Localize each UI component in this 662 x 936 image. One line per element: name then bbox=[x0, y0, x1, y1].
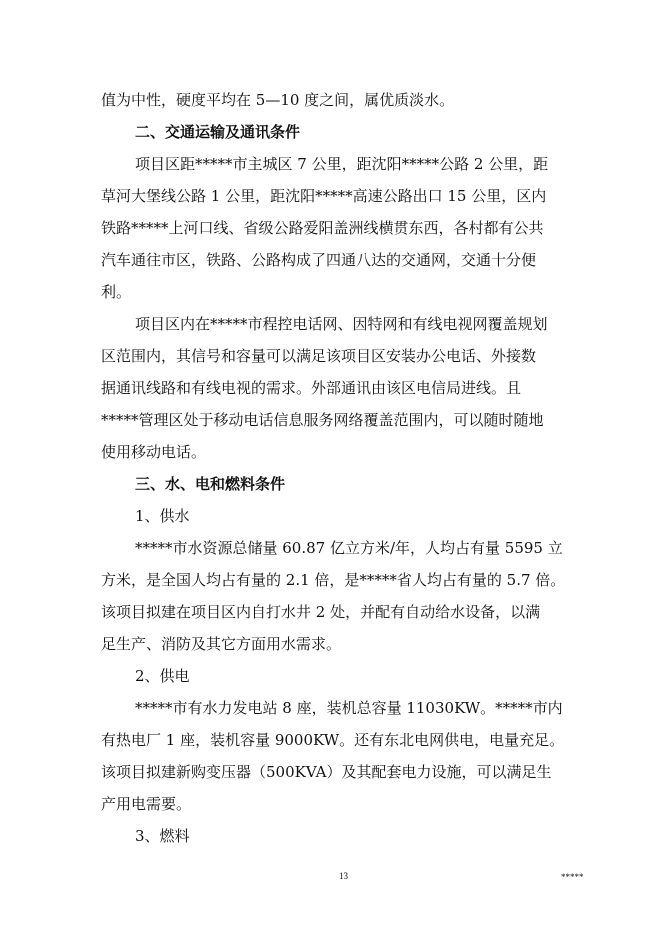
paragraph-line: 有热电厂 1 座，装机容量 9000KW。还有东北电网供电，电量充足。 bbox=[101, 731, 565, 749]
paragraph-line: 汽车通往市区，铁路、公路构成了四通八达的交通网，交通十分便 bbox=[101, 251, 537, 269]
paragraph-line: *****市水资源总储量 60.87 亿立方米/年，人均占有量 5595 立 bbox=[135, 539, 563, 557]
paragraph-line: 草河大堡线公路 1 公里，距沈阳*****高速公路出口 15 公里，区内 bbox=[101, 187, 547, 205]
paragraph-line: 足生产、消防及其它方面用水需求。 bbox=[101, 635, 342, 653]
paragraph-line: 据通讯线路和有线电视的需求。外部通讯由该区电信局进线。且 bbox=[101, 379, 522, 397]
paragraph-line: 方米，是全国人均占有量的 2.1 倍，是*****省人均占有量的 5.7 倍。 bbox=[101, 571, 566, 589]
paragraph-line: 铁路*****上河口线、省级公路爱阳盖洲线横贯东西，各村都有公共 bbox=[101, 219, 544, 237]
footer-mark: ***** bbox=[561, 872, 584, 882]
page-number: 13 bbox=[339, 871, 348, 881]
paragraph-line: 该项目拟建新购变压器（500KVA）及其配套电力设施，可以满足生 bbox=[101, 763, 552, 781]
paragraph-line: 利。 bbox=[101, 283, 132, 301]
subsection-label-fuel: 3、燃料 bbox=[135, 827, 190, 845]
paragraph-line: 产用电需要。 bbox=[101, 795, 192, 813]
section-heading-utilities: 三、水、电和燃料条件 bbox=[135, 475, 286, 493]
section-heading-transport: 二、交通运输及通讯条件 bbox=[135, 123, 301, 141]
paragraph-line: 该项目拟建在项目区内自打水井 2 处，并配有自动给水设备，以满 bbox=[101, 603, 541, 621]
paragraph-line: *****市有水力发电站 8 座，装机总容量 11030KW。*****市内 bbox=[135, 699, 563, 717]
subsection-label-power: 2、供电 bbox=[135, 667, 190, 685]
paragraph-line: 值为中性，硬度平均在 5—10 度之间，属优质淡水。 bbox=[101, 91, 455, 109]
paragraph-line: 使用移动电话。 bbox=[101, 443, 207, 461]
paragraph-line: 项目区内在*****市程控电话网、因特网和有线电视网覆盖规划 bbox=[135, 315, 548, 333]
paragraph-line: 区范围内，其信号和容量可以满足该项目区安装办公电话、外接数 bbox=[101, 347, 537, 365]
paragraph-line: *****管理区处于移动电话信息服务网络覆盖范围内，可以随时随地 bbox=[101, 411, 544, 429]
paragraph-line: 项目区距*****市主城区 7 公里，距沈阳*****公路 2 公里，距 bbox=[135, 155, 549, 173]
subsection-label-water: 1、供水 bbox=[135, 507, 190, 525]
